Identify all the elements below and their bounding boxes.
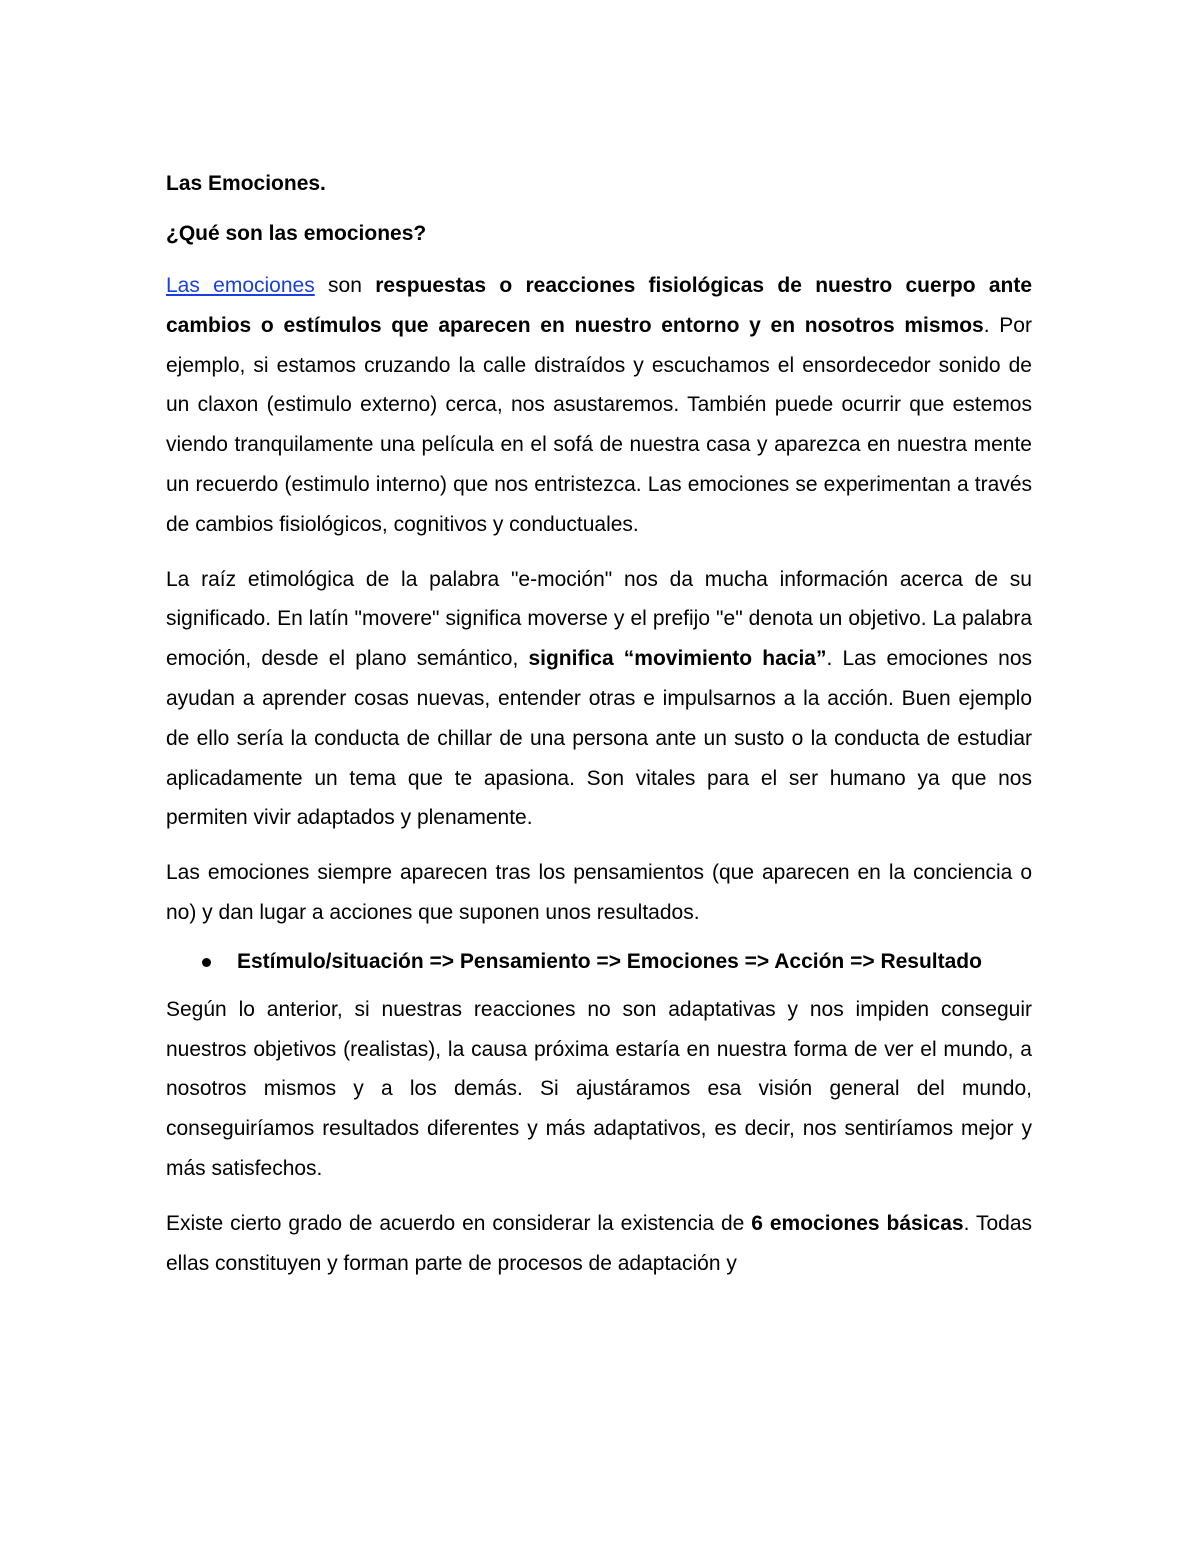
text-run: . Todas ellas constituyen y forman parte de procesos de adaptación y [166,1211,1032,1275]
bold-run: 6 emociones básicas [751,1211,964,1235]
bold-run: significa “movimiento hacia” [528,647,827,671]
emociones-link[interactable]: Las emociones [166,274,315,297]
bullet-icon [202,958,211,967]
text-run: son [314,274,376,297]
paragraph-basic-emotions [166,1204,1032,1284]
paragraph-etymology [166,560,1032,839]
paragraph-definition [166,266,1032,545]
text-run: Existe cierto grado de acuerdo en considerar la existencia de [166,1211,752,1235]
text-run: . Por ejemplo, si estamos cruzando la calle distraídos y escuchamos el ensordecedor sonido de un claxon (estimulo externo) cerca, nos asustaremos. También puede ocurrir que estemos viendo tranquilamente una película en el sofá de nuestra casa y aparezca en nuestra mente un recuerdo (estimulo interno) que nos entristezca. Las emociones se experimentan a través de cambios fisiológicos, cognitivos y conductuales. [166,313,1032,536]
bold-run: respuestas o reacciones fisiológicas de nuestro cuerpo ante cambios o estímulos que aparecen en nuestro entorno y en nosotros mismos [166,274,1032,337]
bullet-list [166,948,1032,976]
document-title: Las Emociones. [166,172,326,195]
paragraph-sequence-intro: Las emociones siempre aparecen tras los pensamientos (que aparecen en la conciencia o no) y dan lugar a acciones que suponen unos resultados. [166,861,1032,924]
document-page [166,166,1032,1298]
paragraph-consequence: Según lo anterior, si nuestras reacciones no son adaptativas y nos impiden conseguir nuestros objetivos (realistas), la causa próxima estaría en nuestra forma de ver el mundo, a nosotros mismos y a los demás. Si ajustáramos esa visión general del mundo, conseguiríamos resultados diferentes y más adaptativos, es decir, nos sentiríamos mejor y más satisfechos. [166,997,1032,1180]
text-run: La raíz etimológica de la palabra "e-moción" nos da mucha información acerca de su significado. En latín "movere" significa moverse y el prefijo "e" denota un objetivo. La palabra emoción, desde el plano semántico, [166,567,1032,671]
text-run: . Las emociones nos ayudan a aprender cosas nuevas, entender otras e impulsarnos a la acción. Buen ejemplo de ello sería la conducta de chillar de una persona ante un susto o la conducta de estudiar aplicadamente un tema que te apasiona. Son vitales para el ser humano ya que nos permiten vivir adaptados y plenamente. [166,647,1033,830]
bullet-text: Estímulo/situación => Pensamiento => Emociones => Acción => Resultado [237,949,982,973]
list-item [166,948,1032,976]
section-question-heading: ¿Qué son las emociones? [166,222,427,245]
